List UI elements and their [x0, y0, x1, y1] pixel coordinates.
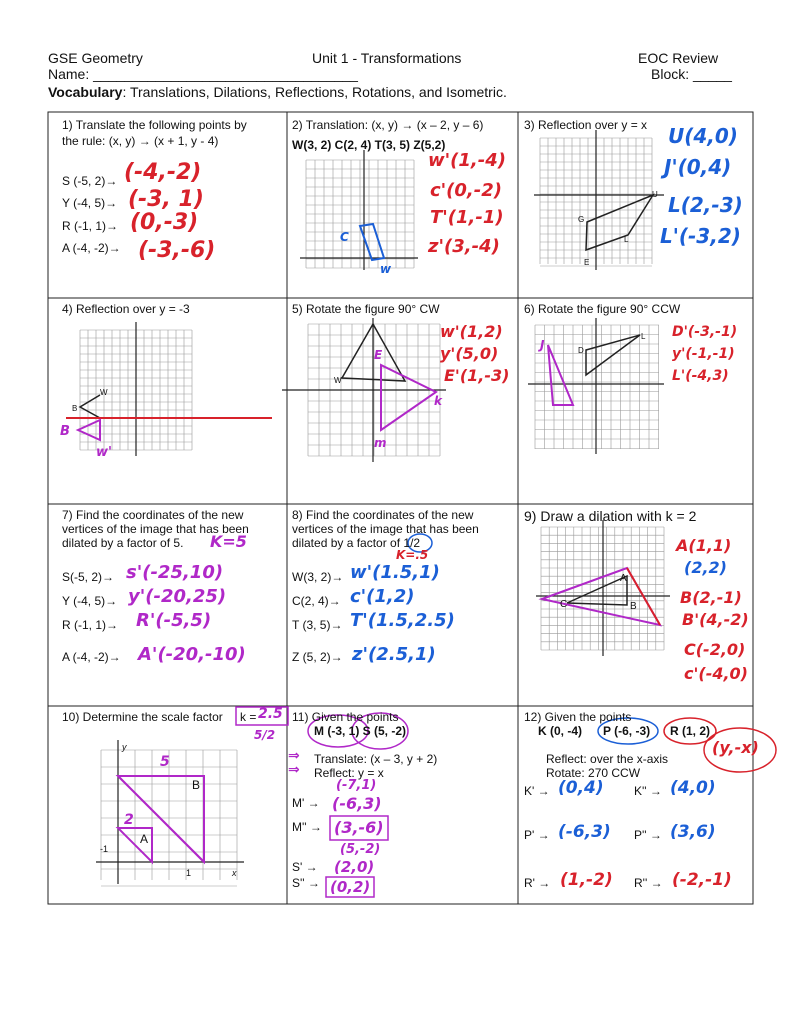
grid-p2 [306, 160, 414, 268]
p11-item: M'' → [292, 820, 322, 834]
p12-answer-right: (3,6) [670, 822, 716, 842]
p11-answer: (3,-6) [334, 818, 384, 837]
p8-title: 8) Find the coordinates of the new [292, 508, 474, 522]
p5-answer: y'(5,0) [440, 344, 499, 363]
p11-item: S'' → [292, 876, 320, 890]
p6-answer: D'(-3,-1) [672, 324, 738, 340]
p12-step: Rotate: 270 CCW [546, 766, 641, 780]
p12-item-right: P'' → [634, 828, 662, 842]
p6-label: L [641, 332, 646, 341]
p8-title: vertices of the image that has been [292, 522, 479, 536]
p12-item-left: P' → [524, 828, 550, 842]
p8-item: T (3, 5)→ [292, 618, 343, 632]
p1-rule: the rule: (x, y) → (x + 1, y - 4) [62, 134, 219, 148]
p8-k: K=.5 [396, 548, 429, 562]
p11-step: Reflect: y = x [314, 766, 384, 780]
p7-item: S(-5, 2)→ [62, 570, 115, 584]
p11-answer: (0,2) [330, 878, 371, 896]
p2-answer: w'(1,-4) [428, 150, 506, 171]
p4-original [80, 395, 100, 418]
p12-item-left: R' → [524, 876, 551, 890]
p3-answer: L'(-3,2) [660, 224, 741, 248]
p1-answer: (-4,-2) [124, 160, 202, 185]
p8-item: W(3, 2)→ [292, 570, 344, 584]
p3-answer: L(2,-3) [668, 193, 743, 217]
p12-answer-right: (4,0) [670, 778, 716, 798]
p7-title: vertices of the image that has been [62, 522, 249, 536]
p11-arrow: ⇒ [288, 762, 300, 778]
p3-label: E [584, 258, 590, 267]
p7-item: A (-4, -2)→ [62, 650, 121, 664]
p12-rule: (y,-x) [712, 738, 759, 757]
p9-label: C [560, 599, 568, 610]
p7-item: R (-1, 1)→ [62, 618, 119, 632]
p2-label-c: C [340, 230, 349, 244]
p9-answer: (2,2) [684, 558, 727, 577]
p1-title: 1) Translate the following points by [62, 118, 247, 132]
p11-points: M (-3, 1) S (5, -2) [314, 724, 407, 738]
p5-label: k [434, 394, 442, 408]
p5-image [381, 365, 436, 430]
p9-answer: B(2,-1) [680, 588, 742, 607]
p7-title: 7) Find the coordinates of the new [62, 508, 244, 522]
p9-title: 9) Draw a dilation with k = 2 [524, 508, 697, 524]
p4-label: B [60, 424, 70, 439]
p12-item-left: K' → [524, 784, 550, 798]
p10-k-value: 2.5 [258, 706, 283, 722]
p12-point-r: R (1, 2) [670, 724, 711, 738]
p8-answer: z'(2.5,1) [352, 644, 436, 665]
p12-item-right: R'' → [634, 876, 663, 890]
p8-item: C(2, 4)→ [292, 594, 341, 608]
p9-answer: A(1,1) [676, 536, 732, 555]
p9-label: B [630, 601, 637, 612]
p5-label: m [374, 436, 387, 450]
p1-item: R (-1, 1)→ [62, 219, 119, 233]
p1-item: A (-4, -2)→ [62, 241, 121, 255]
p10-title: 10) Determine the scale factor [62, 710, 223, 724]
p6-title: 6) Rotate the figure 90° CCW [524, 302, 681, 316]
p1-answer: (-3,-6) [138, 238, 216, 263]
p11-answer: (-6,3) [332, 794, 382, 813]
vocabulary-text: : Translations, Dilations, Reflections, Rotations, and Isometric. [122, 84, 507, 100]
p8-item: Z (5, 2)→ [292, 650, 343, 664]
course-title: GSE Geometry [48, 50, 143, 66]
p2-answer: z'(3,-4) [428, 236, 500, 257]
p10-k-label: k = [240, 710, 257, 724]
p5-answer: E'(1,-3) [444, 366, 510, 385]
p10-label-b: B [192, 778, 201, 792]
p2-title: 2) Translation: (x, y) → (x – 2, y – 6) [292, 118, 484, 132]
p10-hw-5: 5 [160, 754, 170, 770]
block-line[interactable]: Block: _____ [651, 66, 732, 82]
p5-label: E [374, 348, 383, 362]
p11-answer: (-7,1) [336, 778, 377, 793]
p8-title: dilated by a factor of 1/2 [292, 536, 421, 550]
p12-title: 12) Given the points [524, 710, 632, 724]
p5-answer: w'(1,2) [440, 322, 503, 341]
p6-image [548, 345, 573, 405]
p10-axis-y: y [122, 742, 127, 752]
p8-answer: c'(1,2) [350, 586, 415, 607]
p12-answer-right: (-2,-1) [672, 870, 732, 890]
p3-answer: J'(0,4) [664, 155, 732, 179]
p11-arrow: ⇒ [288, 748, 300, 764]
p11-item: M' → [292, 796, 320, 810]
p1-answer: (-3, 1) [128, 187, 204, 212]
p6-original [586, 335, 640, 375]
review-title: EOC Review [638, 50, 719, 66]
p3-answer: U(4,0) [668, 124, 738, 148]
p10-axis-x: x [232, 868, 237, 878]
p11-answer: (5,-2) [340, 842, 381, 857]
p12-item-right: K'' → [634, 784, 662, 798]
p6-answer: y'(-1,-1) [672, 346, 735, 362]
p4-image [78, 420, 100, 440]
p6-label: J [540, 338, 545, 352]
p9-label: A [620, 573, 627, 584]
p2-label-w: w [380, 262, 392, 276]
p9-answer: c'(-4,0) [684, 664, 748, 683]
p9-answer: C(-2,0) [684, 640, 746, 659]
p10-tick-neg1: -1 [100, 844, 109, 854]
p2-points: W(3, 2) C(2, 4) T(3, 5) Z(5,2) [292, 138, 446, 152]
p6-answer: L'(-4,3) [672, 368, 729, 384]
p10-tick-1: 1 [186, 868, 192, 878]
p12-answer-left: (-6,3) [558, 822, 611, 842]
p5-label: W [334, 376, 342, 385]
p2-answer: c'(0,-2) [430, 180, 502, 201]
p3-title: 3) Reflection over y = x [524, 118, 648, 132]
p7-k: K=5 [210, 532, 247, 551]
p10-k-fraction: 5/2 [254, 728, 276, 742]
p6-label: D [578, 346, 584, 355]
p4-label: w' [96, 445, 112, 460]
p1-answer: (0,-3) [130, 210, 199, 235]
p12-point-k: K (0, -4) [538, 724, 583, 738]
p7-answer: y'(-20,25) [128, 586, 227, 607]
p12-point-p: P (-6, -3) [603, 724, 651, 738]
p12-answer-left: (0,4) [558, 778, 604, 798]
p2-answer: T'(1,-1) [430, 207, 504, 228]
p11-item: S' → [292, 860, 318, 874]
p10-label-a: A [140, 832, 149, 846]
p11-step: Translate: (x – 3, y + 2) [314, 752, 438, 766]
p8-answer: w'(1.5,1) [350, 562, 440, 583]
p7-answer: s'(-25,10) [126, 562, 224, 583]
vocabulary-label: Vocabulary [48, 84, 123, 100]
p4-label: B [72, 404, 78, 413]
p4-label: W [100, 388, 108, 397]
grid-p10 [101, 750, 237, 886]
p7-title: dilated by a factor of 5. [62, 536, 184, 550]
p3-label: L [624, 235, 629, 244]
name-line[interactable]: Name: __________________________________ [48, 66, 358, 82]
p12-answer-left: (1,-2) [560, 870, 613, 890]
p7-answer: A'(-20,-10) [138, 644, 246, 665]
p7-item: Y (-4, 5)→ [62, 594, 118, 608]
p9-answer: B'(4,-2) [682, 610, 749, 629]
p3-label: U [652, 190, 658, 199]
p1-item: Y (-4, 5)→ [62, 196, 118, 210]
p10-hw-2: 2 [124, 812, 134, 828]
p1-item: S (-5, 2)→ [62, 174, 118, 188]
p8-answer: T'(1.5,2.5) [350, 610, 455, 631]
p3-label: G [578, 215, 585, 224]
unit-title: Unit 1 - Transformations [312, 50, 462, 66]
p11-answer: (2,0) [334, 858, 375, 876]
p4-title: 4) Reflection over y = -3 [62, 302, 190, 316]
p5-title: 5) Rotate the figure 90° CW [292, 302, 440, 316]
p12-step: Reflect: over the x-axis [546, 752, 669, 766]
p7-answer: R'(-5,5) [136, 610, 212, 631]
p11-title: 11) Given the points [292, 710, 399, 724]
